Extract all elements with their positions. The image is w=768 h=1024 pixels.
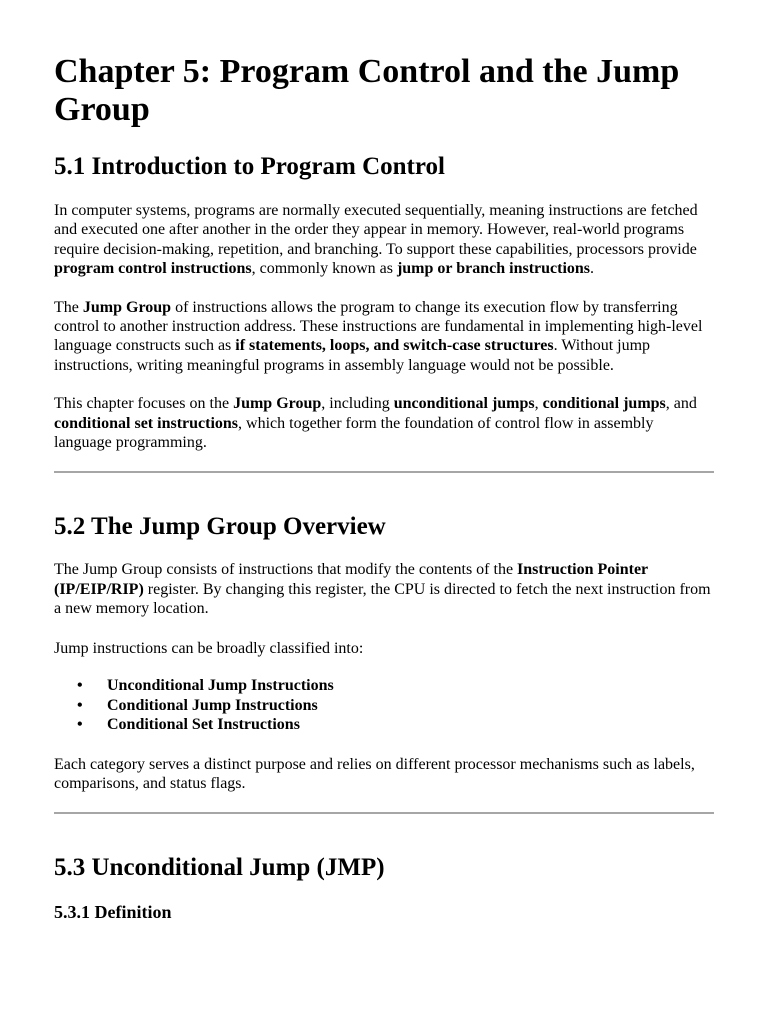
paragraph-intro-1: In computer systems, programs are normally executed sequentially, meaning instructions are fetched and executed one after another in the order they appear in memory. However, real-world programs require decision-making, repetition, and branching. To support these capabilities, processors provide program control instructions, commonly known as jump or branch instructions. [54, 202, 698, 278]
paragraph-intro-3: This chapter focuses on the Jump Group, including unconditional jumps, conditional jumps, and conditional set instructions, which together form the foundation of control flow in assembly language programming. [54, 395, 697, 452]
bullet-marker: • [77, 716, 83, 734]
section-heading-5-1: 5.1 Introduction to Program Control [54, 153, 445, 180]
bullet-marker: • [77, 696, 83, 714]
list-item: • Conditional Jump Instructions [77, 696, 318, 714]
section-heading-5-2: 5.2 The Jump Group Overview [54, 513, 386, 541]
chapter-title: Chapter 5: Program Control and the Jump Group [54, 53, 680, 128]
paragraph-overview-3: Each category serves a distinct purpose and relies on different processor mechanisms such as labels, comparisons, and status flags. [54, 755, 695, 792]
bullet-marker: • [77, 677, 83, 695]
paragraph-overview-2: Jump instructions can be broadly classified into: [54, 639, 364, 657]
section-heading-5-3: 5.3 Unconditional Jump (JMP) [54, 854, 385, 882]
jump-classification-list [54, 676, 714, 735]
paragraph-overview-1: The Jump Group consists of instructions that modify the contents of the Instruction Pointer (IP/EIP/RIP) register. By changing this register, the CPU is directed to fetch the next instruction from a new memory location. [54, 561, 711, 618]
section-divider-2 [54, 812, 714, 814]
list-item: • Unconditional Jump Instructions [77, 677, 334, 695]
paragraph-intro-2: The Jump Group of instructions allows the program to change its execution flow by transferring control to another instruction address. These instructions are fundamental in implementing high-level language constructs such as if statements, loops, and switch-case structures. Without jump instructions, writing meaningful programs in assembly language would not be possible. [54, 298, 703, 374]
list-item: • Conditional Set Instructions [77, 716, 300, 734]
subsection-heading-5-3-1: 5.3.1 Definition [54, 902, 172, 923]
section-divider-1 [54, 471, 714, 473]
